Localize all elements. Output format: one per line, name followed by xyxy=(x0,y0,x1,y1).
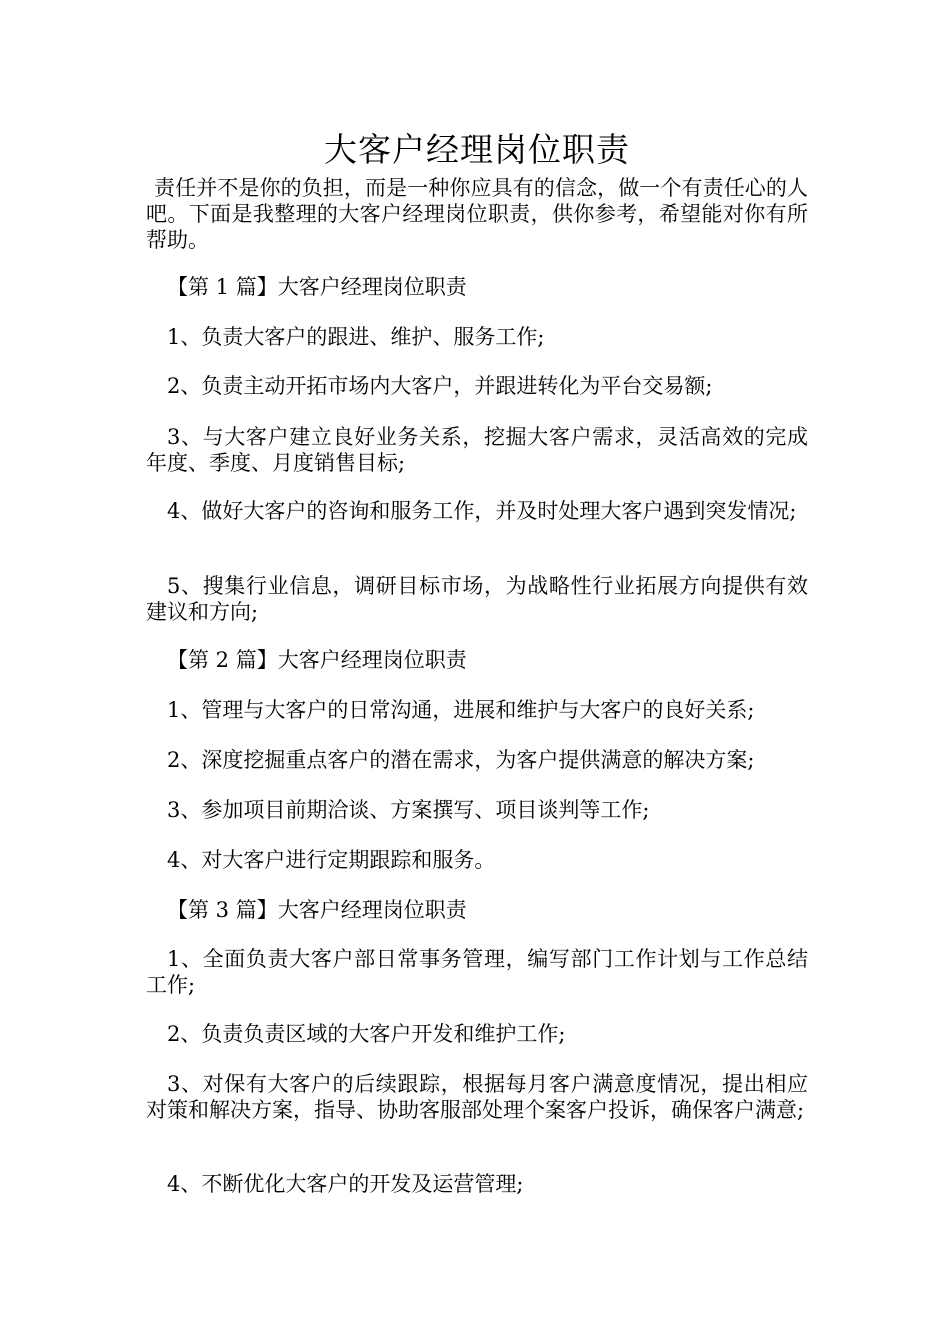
section-heading-2: 【第 2 篇】大客户经理岗位职责 xyxy=(167,648,467,672)
intro-paragraph: 责任并不是你的负担，而是一种你应具有的信念，做一个有责任心的人吧。下面是我整理的大客户经理岗位职责，供你参考，希望能对你有所帮助。 xyxy=(146,176,808,252)
section-3-item-3: 3、对保有大客户的后续跟踪，根据每月客户满意度情况，提出相应对策和解决方案，指导、协助客服部处理个案客户投诉，确保客户满意; xyxy=(146,1072,808,1122)
section-1-item-1: 1、负责大客户的跟进、维护、服务工作; xyxy=(167,325,545,349)
section-1-item-5: 5、搜集行业信息，调研目标市场，为战略性行业拓展方向提供有效建议和方向; xyxy=(146,574,808,624)
document-title: 大客户经理岗位职责 xyxy=(324,130,630,169)
section-1-item-4: 4、做好大客户的咨询和服务工作，并及时处理大客户遇到突发情况; xyxy=(167,499,797,523)
section-3-item-1: 1、全面负责大客户部日常事务管理，编写部门工作计划与工作总结工作; xyxy=(146,947,808,997)
section-1-item-3: 3、与大客户建立良好业务关系，挖掘大客户需求，灵活高效的完成年度、季度、月度销售目标; xyxy=(146,425,808,475)
section-3-item-4: 4、不断优化大客户的开发及运营管理; xyxy=(167,1172,524,1196)
section-1-item-2: 2、负责主动开拓市场内大客户，并跟进转化为平台交易额; xyxy=(167,374,713,398)
section-2-item-2: 2、深度挖掘重点客户的潜在需求，为客户提供满意的解决方案; xyxy=(167,748,755,772)
section-2-item-1: 1、管理与大客户的日常沟通，进展和维护与大客户的良好关系; xyxy=(167,698,755,722)
section-2-item-4: 4、对大客户进行定期跟踪和服务。 xyxy=(167,848,496,872)
section-2-item-3: 3、参加项目前期洽谈、方案撰写、项目谈判等工作; xyxy=(167,798,650,822)
section-3-item-2: 2、负责负责区域的大客户开发和维护工作; xyxy=(167,1022,566,1046)
section-heading-3: 【第 3 篇】大客户经理岗位职责 xyxy=(167,898,467,922)
section-heading-1: 【第 1 篇】大客户经理岗位职责 xyxy=(167,275,467,299)
